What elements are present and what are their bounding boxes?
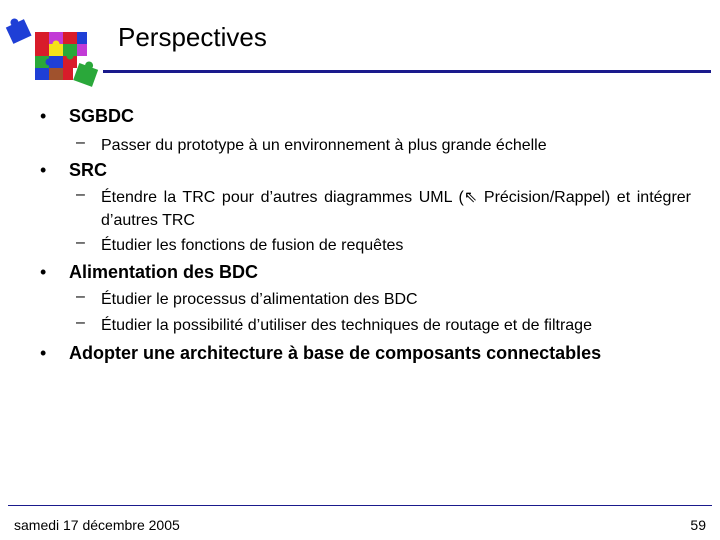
footer-divider	[8, 505, 712, 506]
bullet-dot: •	[40, 160, 47, 180]
bullet-dot: •	[40, 106, 47, 126]
footer-date: samedi 17 décembre 2005	[14, 517, 180, 533]
puzzle-logo-icon	[2, 10, 102, 90]
bullet-text: SRC	[69, 160, 108, 180]
sub-bullet-text: Passer du prototype à un environnement à plus grande échelle	[101, 137, 547, 154]
sub-bullet-text: Étudier le processus d’alimentation des BDC	[101, 291, 418, 308]
bullet-text: SGBDC	[69, 106, 135, 126]
bullet-text: Alimentation des BDC	[69, 262, 259, 282]
bullet-dot: •	[40, 262, 47, 282]
sub-bullet-dash: –	[76, 186, 85, 203]
bullet-dot: •	[40, 343, 47, 363]
sub-bullet-dash: –	[76, 234, 85, 251]
sub-bullet-dash: –	[76, 314, 85, 331]
sub-bullet-dash: –	[76, 134, 85, 151]
sub-bullet-dash: –	[76, 288, 85, 305]
sub-bullet-text: Étudier les fonctions de fusion de requêtes	[101, 237, 404, 254]
title-underline	[103, 70, 711, 73]
page-number: 59	[690, 517, 706, 533]
bullet-text: Adopter une architecture à base de composants connectables	[69, 343, 602, 363]
sub-bullet-text: Étendre la TRC pour d’autres diagrammes UML (⇖ Précision/Rappel) et intégrer d’autres TRC	[101, 189, 691, 229]
slide-title: Perspectives	[118, 22, 267, 52]
sub-bullet-text: Étudier la possibilité d’utiliser des techniques de routage et de filtrage	[101, 317, 592, 334]
